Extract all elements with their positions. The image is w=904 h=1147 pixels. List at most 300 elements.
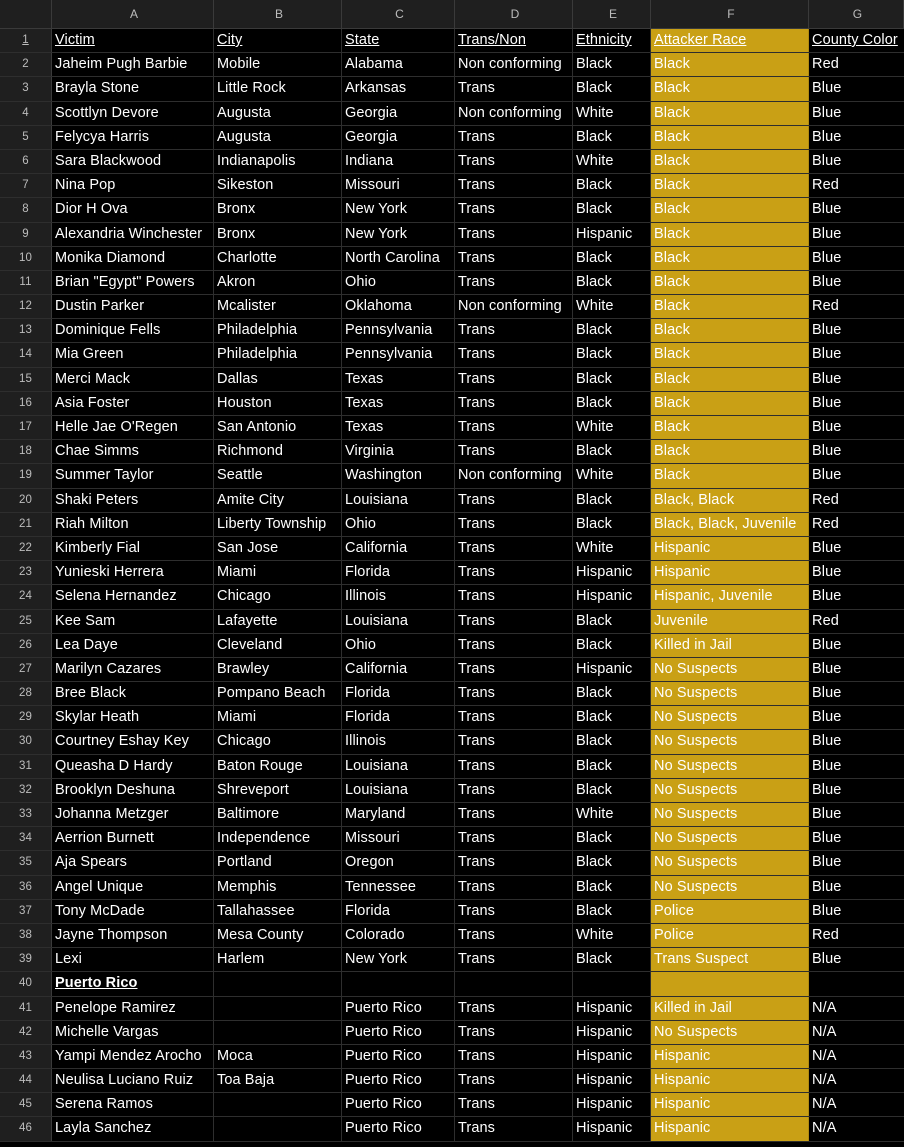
cell-city[interactable]: Mesa County	[214, 924, 342, 947]
cell-county-color[interactable]: N/A	[812, 1096, 837, 1113]
cell-county-color[interactable]: Blue	[812, 249, 842, 266]
cell-city[interactable]: Toa Baja	[214, 1069, 342, 1092]
cell-state[interactable]: Puerto Rico	[342, 1069, 455, 1092]
cell-victim[interactable]: Tony McDade	[52, 900, 214, 923]
cell-state[interactable]: Virginia	[342, 440, 455, 463]
cell-ethnicity[interactable]: Hispanic	[573, 997, 651, 1020]
cell-ethnicity[interactable]: Black	[573, 827, 651, 850]
cell-city[interactable]: Seattle	[214, 464, 342, 487]
cell-state[interactable]: North Carolina	[342, 247, 455, 270]
cell-city[interactable]: Lafayette	[214, 610, 342, 633]
cell-county-color[interactable]: Red	[812, 298, 839, 315]
cell-county-color[interactable]: Blue	[812, 467, 842, 484]
cell-attacker-race[interactable]: No Suspects	[651, 706, 809, 729]
cell-county-color[interactable]: Blue	[812, 878, 842, 895]
row-number[interactable]: 17	[0, 416, 52, 439]
cell-ethnicity[interactable]: Black	[573, 489, 651, 512]
cell-state[interactable]: Illinois	[342, 730, 455, 753]
cell-county-color[interactable]: Blue	[812, 394, 842, 411]
cell-victim[interactable]: Michelle Vargas	[52, 1021, 214, 1044]
cell-attacker-race[interactable]: Hispanic	[651, 1045, 809, 1068]
row-number[interactable]: 16	[0, 392, 52, 415]
cell-state[interactable]: Colorado	[342, 924, 455, 947]
row-number[interactable]: 39	[0, 948, 52, 971]
cell-city[interactable]: Dallas	[214, 368, 342, 391]
cell-attacker-race[interactable]: Hispanic	[651, 1093, 809, 1116]
cell-victim[interactable]: Kee Sam	[52, 610, 214, 633]
cell-city[interactable]	[214, 1093, 342, 1116]
cell-city[interactable]: Little Rock	[214, 77, 342, 100]
select-all-corner[interactable]	[0, 0, 52, 28]
cell-trans[interactable]: Trans	[455, 416, 573, 439]
cell-city[interactable]	[214, 1021, 342, 1044]
cell-attacker-race[interactable]: No Suspects	[651, 1021, 809, 1044]
cell-county-color[interactable]: N/A	[812, 1120, 837, 1137]
row-number[interactable]: 4	[0, 102, 52, 125]
row-number[interactable]: 27	[0, 658, 52, 681]
cell-trans[interactable]: Trans	[455, 1045, 573, 1068]
row-number[interactable]: 45	[0, 1093, 52, 1116]
cell-victim[interactable]: Monika Diamond	[52, 247, 214, 270]
cell-attacker-race[interactable]: Police	[651, 924, 809, 947]
cell-state[interactable]: Tennessee	[342, 876, 455, 899]
row-number[interactable]: 10	[0, 247, 52, 270]
cell-ethnicity[interactable]: Black	[573, 779, 651, 802]
cell-city[interactable]: Moca	[214, 1045, 342, 1068]
cell-victim[interactable]: Aerrion Burnett	[52, 827, 214, 850]
row-number[interactable]: 35	[0, 851, 52, 874]
cell-attacker-race[interactable]: Black	[651, 174, 809, 197]
cell-trans[interactable]: Trans	[455, 392, 573, 415]
cell-state[interactable]: California	[342, 537, 455, 560]
cell-ethnicity[interactable]: Black	[573, 948, 651, 971]
cell-county-color[interactable]: Red	[812, 56, 839, 73]
cell-city[interactable]: Richmond	[214, 440, 342, 463]
cell-ethnicity[interactable]: Hispanic	[573, 658, 651, 681]
cell-state[interactable]: Oregon	[342, 851, 455, 874]
cell-ethnicity[interactable]: White	[573, 416, 651, 439]
cell-city[interactable]	[214, 1117, 342, 1140]
cell-county-color[interactable]: Blue	[812, 902, 842, 919]
cell-attacker-race[interactable]: No Suspects	[651, 658, 809, 681]
cell-ethnicity[interactable]: Hispanic	[573, 1117, 651, 1140]
cell-victim[interactable]: Lea Daye	[52, 634, 214, 657]
cell-city[interactable]: Philadelphia	[214, 319, 342, 342]
cell-victim[interactable]: Dior H Ova	[52, 198, 214, 221]
row-number[interactable]: 18	[0, 440, 52, 463]
cell-county-color[interactable]: Blue	[812, 588, 842, 605]
row-number[interactable]: 24	[0, 585, 52, 608]
cell-state[interactable]: Florida	[342, 706, 455, 729]
cell-victim[interactable]: Brian "Egypt" Powers	[52, 271, 214, 294]
cell-city[interactable]: Tallahassee	[214, 900, 342, 923]
cell-victim[interactable]: Yunieski Herrera	[52, 561, 214, 584]
cell-attacker-race[interactable]: Black, Black	[651, 489, 809, 512]
header-city[interactable]: City	[214, 29, 342, 52]
cell-county-color[interactable]: N/A	[812, 1023, 837, 1040]
cell-county-color[interactable]: Blue	[812, 152, 842, 169]
cell-attacker-race[interactable]: Black	[651, 102, 809, 125]
cell-county-color[interactable]: Blue	[812, 709, 842, 726]
column-header-e[interactable]: E	[573, 0, 651, 28]
cell-ethnicity[interactable]: Hispanic	[573, 1045, 651, 1068]
cell-ethnicity[interactable]: Black	[573, 368, 651, 391]
cell-victim[interactable]: Layla Sanchez	[52, 1117, 214, 1140]
cell-trans[interactable]: Trans	[455, 997, 573, 1020]
cell-ethnicity[interactable]: Black	[573, 513, 651, 536]
cell-victim[interactable]: Courtney Eshay Key	[52, 730, 214, 753]
cell-trans[interactable]: Trans	[455, 150, 573, 173]
cell-trans[interactable]: Trans	[455, 851, 573, 874]
cell-county-color[interactable]: N/A	[812, 999, 837, 1016]
column-header-g[interactable]: G	[809, 0, 904, 28]
row-number[interactable]: 14	[0, 343, 52, 366]
cell-victim[interactable]: Jayne Thompson	[52, 924, 214, 947]
cell-attacker-race[interactable]: No Suspects	[651, 876, 809, 899]
cell-victim[interactable]: Serena Ramos	[52, 1093, 214, 1116]
cell-state[interactable]: Washington	[342, 464, 455, 487]
cell-victim[interactable]: Marilyn Cazares	[52, 658, 214, 681]
cell-county-color[interactable]: Blue	[812, 733, 842, 750]
cell-state[interactable]: Indiana	[342, 150, 455, 173]
cell-trans[interactable]: Trans	[455, 198, 573, 221]
cell-county-color[interactable]: Blue	[812, 104, 842, 121]
cell-ethnicity[interactable]: Hispanic	[573, 1069, 651, 1092]
cell-state[interactable]	[342, 972, 455, 995]
cell-city[interactable]: Baltimore	[214, 803, 342, 826]
cell-victim[interactable]: Mia Green	[52, 343, 214, 366]
cell-county-color[interactable]: Blue	[812, 951, 842, 968]
cell-county-color[interactable]: Blue	[812, 781, 842, 798]
cell-ethnicity[interactable]: White	[573, 295, 651, 318]
cell-county-color[interactable]: Blue	[812, 685, 842, 702]
cell-trans[interactable]: Trans	[455, 634, 573, 657]
cell-city[interactable]: Bronx	[214, 198, 342, 221]
cell-victim[interactable]: Helle Jae O'Regen	[52, 416, 214, 439]
cell-attacker-race[interactable]: Killed in Jail	[651, 634, 809, 657]
cell-ethnicity[interactable]: Black	[573, 77, 651, 100]
row-number[interactable]: 28	[0, 682, 52, 705]
cell-ethnicity[interactable]: White	[573, 102, 651, 125]
cell-ethnicity[interactable]: Hispanic	[573, 1093, 651, 1116]
row-number[interactable]: 26	[0, 634, 52, 657]
cell-county-color[interactable]	[809, 972, 904, 995]
cell-ethnicity[interactable]: Black	[573, 271, 651, 294]
cell-city[interactable]: Pompano Beach	[214, 682, 342, 705]
cell-attacker-race[interactable]: No Suspects	[651, 803, 809, 826]
cell-attacker-race[interactable]: Black	[651, 53, 809, 76]
cell-county-color[interactable]: Blue	[812, 225, 842, 242]
cell-trans[interactable]: Trans	[455, 779, 573, 802]
cell-trans[interactable]: Trans	[455, 610, 573, 633]
row-number[interactable]: 7	[0, 174, 52, 197]
cell-state[interactable]: Florida	[342, 900, 455, 923]
cell-county-color[interactable]: N/A	[812, 1072, 837, 1089]
cell-county-color[interactable]: Red	[812, 612, 839, 629]
cell-victim[interactable]: Kimberly Fial	[52, 537, 214, 560]
row-number[interactable]: 32	[0, 779, 52, 802]
cell-county-color[interactable]: Red	[812, 177, 839, 194]
cell-trans[interactable]: Non conforming	[455, 102, 573, 125]
header-ethnicity[interactable]: Ethnicity	[573, 29, 651, 52]
row-number[interactable]: 6	[0, 150, 52, 173]
cell-county-color[interactable]: Blue	[812, 854, 842, 871]
cell-trans[interactable]: Trans	[455, 585, 573, 608]
row-number[interactable]: 33	[0, 803, 52, 826]
cell-trans[interactable]: Trans	[455, 948, 573, 971]
cell-victim[interactable]: Puerto Rico	[52, 972, 214, 995]
row-number[interactable]: 3	[0, 77, 52, 100]
cell-victim[interactable]: Penelope Ramirez	[52, 997, 214, 1020]
cell-state[interactable]: New York	[342, 223, 455, 246]
header-trans[interactable]: Trans/Non	[455, 29, 573, 52]
cell-trans[interactable]: Trans	[455, 489, 573, 512]
row-number[interactable]: 15	[0, 368, 52, 391]
cell-victim[interactable]: Summer Taylor	[52, 464, 214, 487]
cell-victim[interactable]: Bree Black	[52, 682, 214, 705]
cell-ethnicity[interactable]: Black	[573, 319, 651, 342]
cell-victim[interactable]: Dustin Parker	[52, 295, 214, 318]
cell-attacker-race[interactable]: No Suspects	[651, 682, 809, 705]
row-number[interactable]: 12	[0, 295, 52, 318]
cell-city[interactable]: Brawley	[214, 658, 342, 681]
cell-trans[interactable]: Trans	[455, 223, 573, 246]
cell-trans[interactable]: Trans	[455, 440, 573, 463]
cell-trans[interactable]: Trans	[455, 876, 573, 899]
cell-trans[interactable]: Trans	[455, 77, 573, 100]
cell-city[interactable]: Charlotte	[214, 247, 342, 270]
cell-victim[interactable]: Brayla Stone	[52, 77, 214, 100]
cell-ethnicity[interactable]: Hispanic	[573, 561, 651, 584]
cell-ethnicity[interactable]: White	[573, 537, 651, 560]
cell-ethnicity[interactable]: Black	[573, 634, 651, 657]
cell-city[interactable]: Amite City	[214, 489, 342, 512]
cell-city[interactable]: Augusta	[214, 126, 342, 149]
cell-attacker-race[interactable]: Black	[651, 150, 809, 173]
cell-city[interactable]: Harlem	[214, 948, 342, 971]
cell-trans[interactable]: Trans	[455, 537, 573, 560]
row-number[interactable]: 30	[0, 730, 52, 753]
cell-county-color[interactable]: Red	[812, 515, 839, 532]
cell-ethnicity[interactable]: Black	[573, 730, 651, 753]
cell-state[interactable]: Missouri	[342, 174, 455, 197]
cell-trans[interactable]: Trans	[455, 343, 573, 366]
cell-attacker-race[interactable]: Black	[651, 223, 809, 246]
cell-state[interactable]: Maryland	[342, 803, 455, 826]
cell-ethnicity[interactable]: Black	[573, 682, 651, 705]
cell-county-color[interactable]: Blue	[812, 201, 842, 218]
cell-state[interactable]: Louisiana	[342, 489, 455, 512]
cell-victim[interactable]: Alexandria Winchester	[52, 223, 214, 246]
cell-county-color[interactable]: Blue	[812, 443, 842, 460]
cell-county-color[interactable]: Blue	[812, 346, 842, 363]
cell-victim[interactable]: Skylar Heath	[52, 706, 214, 729]
cell-county-color[interactable]: Blue	[812, 322, 842, 339]
cell-trans[interactable]: Non conforming	[455, 53, 573, 76]
header-county-color[interactable]: County Color	[812, 32, 898, 48]
cell-victim[interactable]: Selena Hernandez	[52, 585, 214, 608]
row-number[interactable]: 40	[0, 972, 52, 995]
cell-county-color[interactable]: Red	[812, 926, 839, 943]
cell-victim[interactable]: Riah Milton	[52, 513, 214, 536]
cell-ethnicity[interactable]: White	[573, 464, 651, 487]
cell-state[interactable]: Puerto Rico	[342, 997, 455, 1020]
cell-ethnicity[interactable]: Black	[573, 610, 651, 633]
cell-trans[interactable]: Trans	[455, 1117, 573, 1140]
cell-state[interactable]: Puerto Rico	[342, 1117, 455, 1140]
cell-attacker-race[interactable]: Black	[651, 295, 809, 318]
cell-ethnicity[interactable]: Black	[573, 53, 651, 76]
cell-attacker-race[interactable]: Trans Suspect	[651, 948, 809, 971]
cell-ethnicity[interactable]: Hispanic	[573, 223, 651, 246]
row-number[interactable]: 20	[0, 489, 52, 512]
cell-county-color[interactable]: Blue	[812, 273, 842, 290]
row-number[interactable]: 13	[0, 319, 52, 342]
row-number[interactable]: 36	[0, 876, 52, 899]
cell-victim[interactable]: Scottlyn Devore	[52, 102, 214, 125]
cell-trans[interactable]: Trans	[455, 682, 573, 705]
cell-ethnicity[interactable]: Black	[573, 440, 651, 463]
cell-ethnicity[interactable]: Black	[573, 392, 651, 415]
row-number[interactable]: 34	[0, 827, 52, 850]
cell-trans[interactable]: Trans	[455, 827, 573, 850]
cell-state[interactable]: Louisiana	[342, 755, 455, 778]
column-header-f[interactable]: F	[651, 0, 809, 28]
cell-county-color[interactable]: Blue	[812, 539, 842, 556]
cell-city[interactable]: Cleveland	[214, 634, 342, 657]
row-number[interactable]: 19	[0, 464, 52, 487]
cell-attacker-race[interactable]: No Suspects	[651, 755, 809, 778]
cell-trans[interactable]: Trans	[455, 368, 573, 391]
cell-ethnicity[interactable]: Black	[573, 755, 651, 778]
cell-city[interactable]: Chicago	[214, 585, 342, 608]
row-number[interactable]: 31	[0, 755, 52, 778]
cell-ethnicity[interactable]: Black	[573, 876, 651, 899]
cell-attacker-race[interactable]: Hispanic	[651, 537, 809, 560]
cell-city[interactable]: Miami	[214, 561, 342, 584]
cell-state[interactable]: Missouri	[342, 827, 455, 850]
cell-victim[interactable]: Brooklyn Deshuna	[52, 779, 214, 802]
cell-victim[interactable]: Merci Mack	[52, 368, 214, 391]
cell-county-color[interactable]: Blue	[812, 830, 842, 847]
cell-victim[interactable]: Shaki Peters	[52, 489, 214, 512]
cell-county-color[interactable]: Blue	[812, 370, 842, 387]
header-state[interactable]: State	[342, 29, 455, 52]
cell-ethnicity[interactable]: Black	[573, 247, 651, 270]
cell-county-color[interactable]: N/A	[812, 1047, 837, 1064]
cell-county-color[interactable]: Blue	[812, 757, 842, 774]
cell-trans[interactable]: Non conforming	[455, 295, 573, 318]
cell-attacker-race[interactable]: Black	[651, 464, 809, 487]
cell-city[interactable]: Philadelphia	[214, 343, 342, 366]
row-number[interactable]: 42	[0, 1021, 52, 1044]
cell-trans[interactable]: Trans	[455, 803, 573, 826]
cell-trans[interactable]: Trans	[455, 1093, 573, 1116]
cell-state[interactable]: Puerto Rico	[342, 1021, 455, 1044]
cell-victim[interactable]: Johanna Metzger	[52, 803, 214, 826]
cell-state[interactable]: Ohio	[342, 513, 455, 536]
cell-ethnicity[interactable]: Black	[573, 198, 651, 221]
cell-city[interactable]	[214, 972, 342, 995]
row-number[interactable]: 43	[0, 1045, 52, 1068]
cell-state[interactable]: California	[342, 658, 455, 681]
cell-attacker-race[interactable]: Black	[651, 319, 809, 342]
cell-attacker-race[interactable]: Black	[651, 368, 809, 391]
row-number[interactable]: 25	[0, 610, 52, 633]
cell-attacker-race[interactable]: No Suspects	[651, 730, 809, 753]
cell-victim[interactable]: Dominique Fells	[52, 319, 214, 342]
cell-state[interactable]: Louisiana	[342, 779, 455, 802]
cell-city[interactable]: Bronx	[214, 223, 342, 246]
cell-city[interactable]: Liberty Township	[214, 513, 342, 536]
cell-state[interactable]: Alabama	[342, 53, 455, 76]
cell-city[interactable]: Portland	[214, 851, 342, 874]
row-number[interactable]: 11	[0, 271, 52, 294]
cell-attacker-race[interactable]: Black	[651, 440, 809, 463]
cell-state[interactable]: Puerto Rico	[342, 1093, 455, 1116]
cell-attacker-race[interactable]: Police	[651, 900, 809, 923]
cell-county-color[interactable]: Blue	[812, 80, 842, 97]
cell-county-color[interactable]: Blue	[812, 128, 842, 145]
cell-attacker-race[interactable]: No Suspects	[651, 779, 809, 802]
cell-city[interactable]: San Jose	[214, 537, 342, 560]
header-attacker-race[interactable]: Attacker Race	[651, 29, 809, 52]
cell-attacker-race[interactable]: Black	[651, 271, 809, 294]
cell-county-color[interactable]: Blue	[812, 564, 842, 581]
cell-county-color[interactable]: Blue	[812, 806, 842, 822]
cell-state[interactable]: Oklahoma	[342, 295, 455, 318]
cell-victim[interactable]: Queasha D Hardy	[52, 755, 214, 778]
cell-state[interactable]: Texas	[342, 416, 455, 439]
cell-state[interactable]: Arkansas	[342, 77, 455, 100]
cell-ethnicity[interactable]: Black	[573, 851, 651, 874]
cell-attacker-race[interactable]: Black	[651, 343, 809, 366]
cell-victim[interactable]: Felycya Harris	[52, 126, 214, 149]
cell-attacker-race[interactable]: Black	[651, 77, 809, 100]
cell-trans[interactable]: Trans	[455, 706, 573, 729]
cell-state[interactable]: Georgia	[342, 126, 455, 149]
cell-trans[interactable]: Trans	[455, 900, 573, 923]
cell-trans[interactable]: Trans	[455, 1021, 573, 1044]
cell-state[interactable]: Texas	[342, 392, 455, 415]
column-header-d[interactable]: D	[455, 0, 573, 28]
cell-ethnicity[interactable]: Black	[573, 900, 651, 923]
cell-trans[interactable]: Trans	[455, 126, 573, 149]
header-victim[interactable]: Victim	[52, 29, 214, 52]
row-number[interactable]: 41	[0, 997, 52, 1020]
column-header-c[interactable]: C	[342, 0, 455, 28]
cell-victim[interactable]: Asia Foster	[52, 392, 214, 415]
cell-city[interactable]	[214, 997, 342, 1020]
cell-trans[interactable]: Trans	[455, 658, 573, 681]
cell-city[interactable]: Akron	[214, 271, 342, 294]
cell-state[interactable]: Ohio	[342, 271, 455, 294]
cell-city[interactable]: Houston	[214, 392, 342, 415]
row-number[interactable]: 37	[0, 900, 52, 923]
cell-ethnicity[interactable]	[573, 972, 651, 995]
cell-trans[interactable]: Trans	[455, 247, 573, 270]
cell-city[interactable]: Miami	[214, 706, 342, 729]
cell-trans[interactable]: Trans	[455, 755, 573, 778]
cell-attacker-race[interactable]: Killed in Jail	[651, 997, 809, 1020]
cell-attacker-race[interactable]: Hispanic	[651, 1117, 809, 1140]
column-header-b[interactable]: B	[214, 0, 342, 28]
cell-attacker-race[interactable]	[651, 972, 809, 995]
cell-victim[interactable]: Lexi	[52, 948, 214, 971]
cell-attacker-race[interactable]: Black	[651, 416, 809, 439]
row-number[interactable]: 22	[0, 537, 52, 560]
cell-attacker-race[interactable]: Hispanic	[651, 561, 809, 584]
